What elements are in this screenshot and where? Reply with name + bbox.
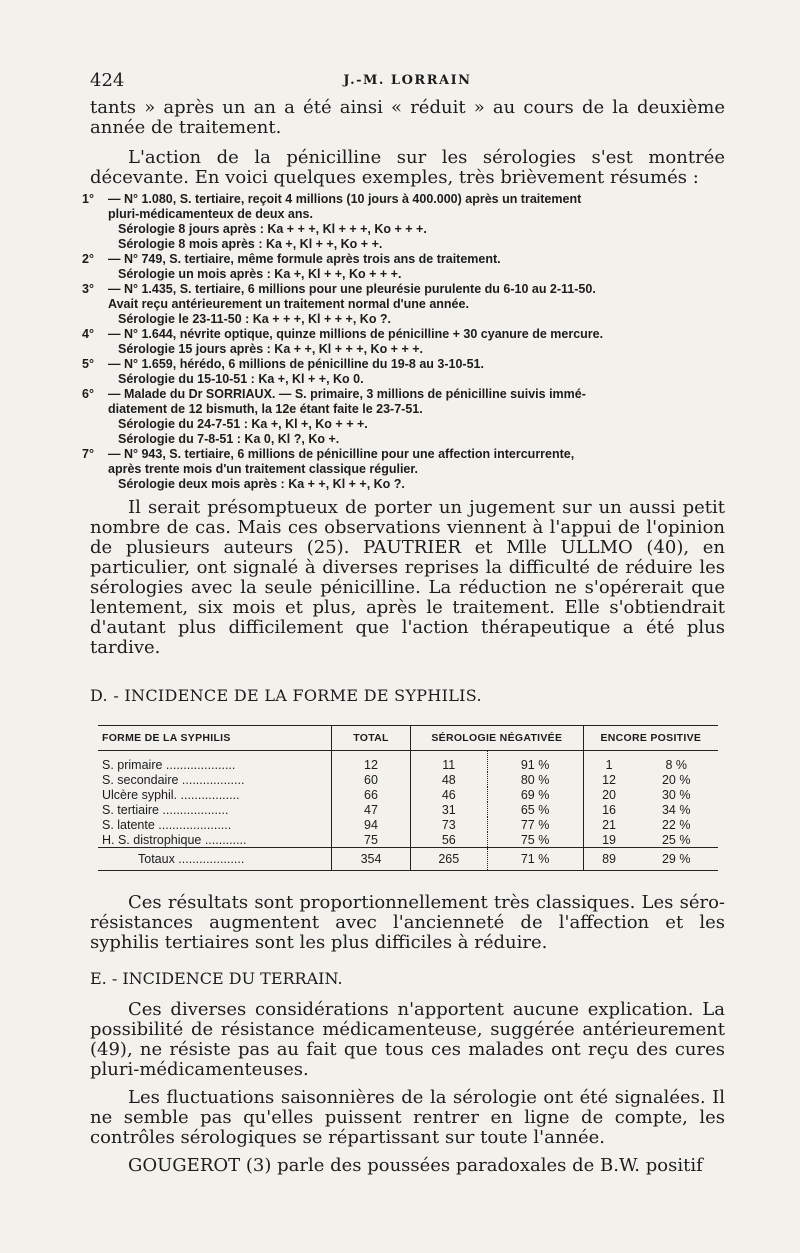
- cell-positive-count: 19: [583, 832, 634, 848]
- case-line: après trente mois d'un traitement classique régulier.: [108, 462, 419, 476]
- case-serology: Sérologie 15 jours après : Ka + +, Kl + + +, Ko + + +.: [118, 342, 423, 356]
- row-label: S. tertiaire ...................: [102, 802, 229, 817]
- table-row: [98, 751, 718, 773]
- case-line: — N° 1.435, S. tertiaire, 6 millions pour une pleurésie purulente du 6-10 au 2-11-50.: [108, 282, 596, 296]
- case-line: — N° 749, S. tertiaire, même formule après trois ans de traitement.: [108, 252, 501, 266]
- case-serology: Sérologie 8 jours après : Ka + + +, Kl + + +, Ko + + +.: [118, 222, 427, 236]
- case-number: 3°: [82, 282, 94, 296]
- case-line: pluri-médicamenteux de deux ans.: [108, 207, 313, 221]
- page-number: 424: [90, 70, 125, 91]
- case-serology: Sérologie le 23-11-50 : Ka + + +, Kl + + +, Ko ?.: [118, 312, 392, 326]
- cell-total: 12: [332, 751, 411, 773]
- total-label: Totaux ...................: [98, 848, 332, 871]
- case-line: — N° 1.644, névrite optique, quinze millions de pénicilline + 30 cyanure de mercure.: [108, 327, 604, 341]
- case-item: [82, 192, 725, 252]
- case-line: — N° 1.080, S. tertiaire, reçoit 4 millions (10 jours à 400.000) après un traitement: [108, 192, 582, 206]
- cell-negative-count: 31: [411, 802, 488, 817]
- row-label: S. latente .....................: [102, 817, 232, 832]
- syphilis-form-table: [98, 725, 718, 871]
- case-list: [82, 192, 725, 492]
- case-serology: Sérologie 8 mois après : Ka +, Kl + +, Ko + +.: [118, 237, 383, 251]
- case-number: 5°: [82, 357, 94, 371]
- intro-paragraph-1: tants » après un an a été ainsi « réduit » au cours de la deuxième année de traitement.: [90, 97, 725, 138]
- cell-total: 60: [332, 772, 411, 787]
- cell-negative-pct: 69 %: [487, 787, 583, 802]
- cell-positive-pct: 8 %: [665, 757, 687, 772]
- section-e-title: E. - INCIDENCE DU TERRAIN.: [90, 969, 343, 988]
- cell-negative-count: 46: [411, 787, 488, 802]
- running-author: J.-M. LORRAIN: [343, 73, 472, 88]
- cell-positive-count: 12: [583, 772, 634, 787]
- table-row: [98, 787, 718, 802]
- row-label: S. primaire ....................: [102, 757, 236, 772]
- case-item: [82, 447, 725, 492]
- col-header-form: FORME DE LA SYPHILIS: [98, 726, 332, 751]
- cell-positive-count: 16: [583, 802, 634, 817]
- cell-negative-count: 11: [411, 751, 488, 773]
- total-negative-pct: 71 %: [487, 848, 583, 871]
- intro-paragraph-2: L'action de la pénicilline sur les sérologies s'est montrée décevante. En voici quelques exemples, très brièvement résumés :: [90, 147, 725, 188]
- cell-positive-pct: 34 %: [661, 802, 691, 817]
- cell-total: 47: [332, 802, 411, 817]
- case-item: [82, 282, 725, 327]
- table-row: [98, 802, 718, 817]
- cell-positive-count: 1: [583, 751, 634, 773]
- cell-negative-pct: 77 %: [487, 817, 583, 832]
- cell-positive-pct: 30 %: [661, 787, 691, 802]
- running-header: [90, 70, 725, 98]
- section-e-paragraph-1: Ces diverses considérations n'apportent aucune explication. La possibilité de résistance médicamenteuse, suggérée antérieurement (49), ne résiste pas au fait que tous ces malades ont reçu des cures pluri-médicamenteuses.: [90, 999, 725, 1080]
- discussion-paragraph: Il serait présomptueux de porter un jugement sur un aussi petit nombre de cas. Mais ces observations viennent à l'appui de l'opinion de plusieurs auteurs (25). PAUTRIER et Mlle ULLMO (40), en particulier, ont signalé à diverses reprises la difficulté de réduire les sérologies avec la seule pénicilline. La réduction ne s'opérerait que lentement, six mois et plus, après le traitement. Elle s'obtiendrait d'autant plus difficilement que l'action thérapeutique a été plus tardive.: [90, 497, 725, 658]
- table-total-row: [98, 848, 718, 871]
- cell-positive-pct: 22 %: [661, 817, 691, 832]
- case-serology: Sérologie du 7-8-51 : Ka 0, Kl ?, Ko +.: [118, 432, 340, 446]
- table-row: [98, 832, 718, 848]
- case-line: — N° 1.659, hérédo, 6 millions de pénicilline du 19-8 au 3-10-51.: [108, 357, 484, 371]
- page: [82, 70, 725, 1176]
- row-label: H. S. distrophique ............: [102, 832, 247, 847]
- row-label: Ulcère syphil. .................: [102, 787, 240, 802]
- cell-negative-pct: 75 %: [487, 832, 583, 848]
- cell-negative-count: 48: [411, 772, 488, 787]
- cell-positive-pct: 20 %: [661, 772, 691, 787]
- case-number: 1°: [82, 192, 94, 206]
- section-e-paragraph-2: Les fluctuations saisonnières de la sérologie ont été signalées. Il ne semble pas qu'elles puissent rentrer en ligne de compte, les contrôles sérologiques se répartissant sur toute l'année.: [90, 1087, 725, 1148]
- case-serology: Sérologie du 15-10-51 : Ka +, Kl + +, Ko 0.: [118, 372, 364, 386]
- cell-negative-pct: 80 %: [487, 772, 583, 787]
- case-number: 4°: [82, 327, 94, 341]
- cell-positive-pct: 25 %: [661, 832, 691, 847]
- col-header-negative: SÉROLOGIE NÉGATIVÉE: [411, 726, 584, 751]
- case-line: diatement de 12 bismuth, la 12e étant faite le 23-7-51.: [108, 402, 423, 416]
- cell-positive-count: 20: [583, 787, 634, 802]
- cell-negative-count: 73: [411, 817, 488, 832]
- table-row: [98, 772, 718, 787]
- section-d-title: D. - INCIDENCE DE LA FORME DE SYPHILIS.: [90, 686, 482, 705]
- cell-negative-pct: 91 %: [487, 751, 583, 773]
- case-serology: Sérologie deux mois après : Ka + +, Kl + +, Ko ?.: [118, 477, 405, 491]
- case-item: [82, 357, 725, 387]
- total-positive-pct: 29 %: [634, 848, 718, 871]
- case-item: [82, 387, 725, 447]
- cell-negative-count: 56: [411, 832, 488, 848]
- cell-total: 66: [332, 787, 411, 802]
- case-item: [82, 327, 725, 357]
- case-line: — Malade du Dr SORRIAUX. — S. primaire, 3 millions de pénicilline suivis immé-: [108, 387, 586, 401]
- total-positive-count: 89: [583, 848, 634, 871]
- case-serology: Sérologie un mois après : Ka +, Kl + +, Ko + + +.: [118, 267, 402, 281]
- total-count: 354: [332, 848, 411, 871]
- col-header-total: TOTAL: [332, 726, 411, 751]
- case-number: 2°: [82, 252, 94, 266]
- section-e-paragraph-3: GOUGEROT (3) parle des poussées paradoxales de B.W. positif: [128, 1155, 703, 1176]
- row-label: S. secondaire ..................: [102, 772, 245, 787]
- case-number: 7°: [82, 447, 94, 461]
- case-item: [82, 252, 725, 282]
- case-line: Avait reçu antérieurement un traitement normal d'une année.: [108, 297, 469, 311]
- table-row: [98, 817, 718, 832]
- case-number: 6°: [82, 387, 94, 401]
- case-line: — N° 943, S. tertiaire, 6 millions de pénicilline pour une affection intercurrente,: [108, 447, 575, 461]
- cell-total: 75: [332, 832, 411, 848]
- col-header-positive: ENCORE POSITIVE: [583, 726, 718, 751]
- cell-positive-count: 21: [583, 817, 634, 832]
- total-negative-count: 265: [411, 848, 488, 871]
- table-header-row: [98, 726, 718, 751]
- results-paragraph: Ces résultats sont proportionnellement très classiques. Les séro-résistances augmentent avec l'ancienneté de l'affection et les syphilis tertiaires sont les plus difficiles à réduire.: [90, 892, 725, 953]
- case-serology: Sérologie du 24-7-51 : Ka +, Kl +, Ko + + +.: [118, 417, 368, 431]
- cell-total: 94: [332, 817, 411, 832]
- cell-negative-pct: 65 %: [487, 802, 583, 817]
